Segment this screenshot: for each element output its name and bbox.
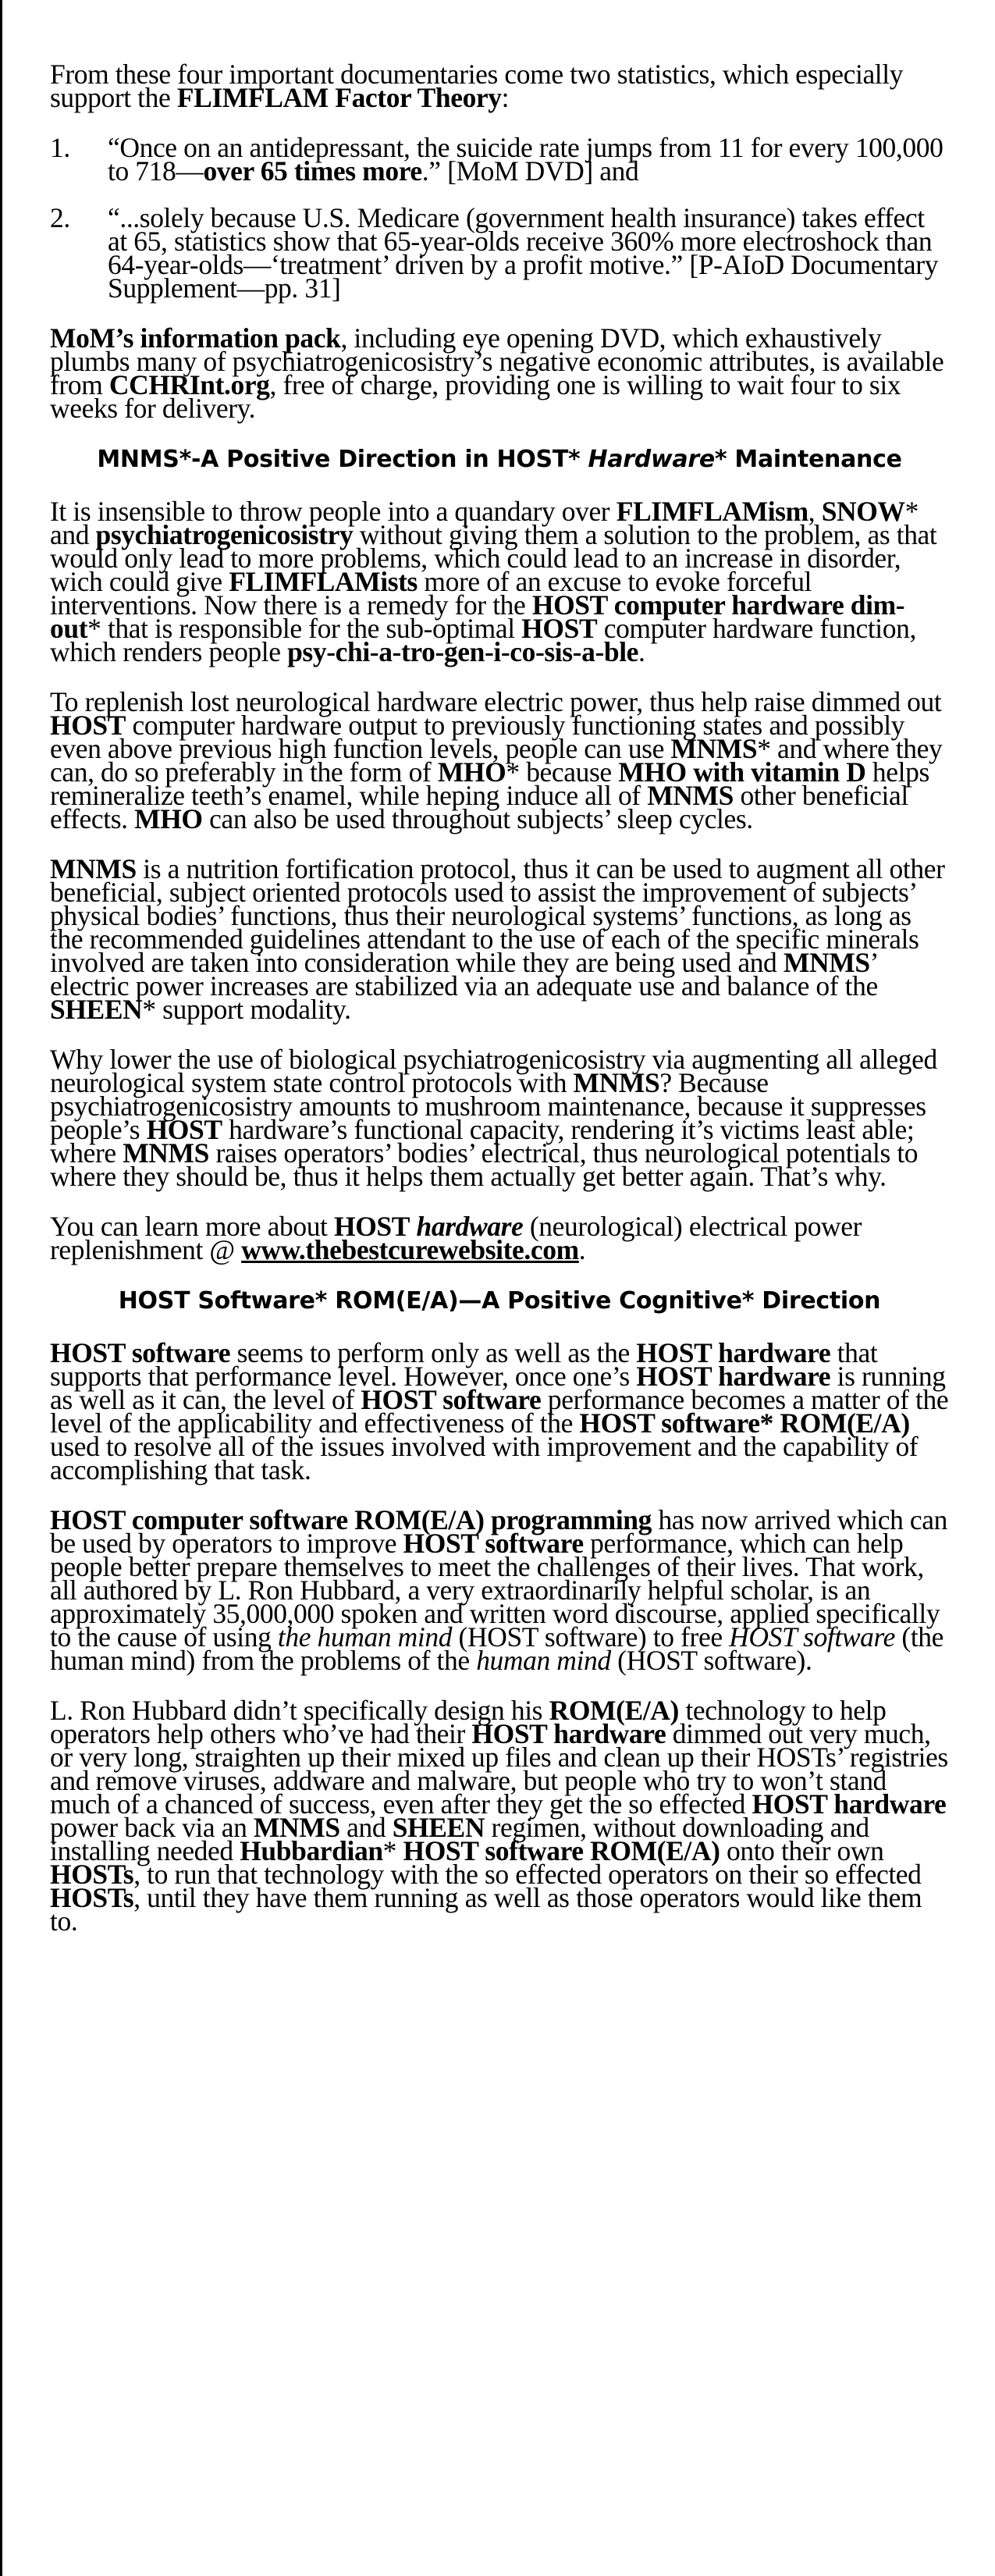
paragraph-hubbard (50, 1695, 949, 1937)
list-item (50, 202, 949, 304)
bold-term: HOST software* ROM(E/A) (579, 1407, 910, 1439)
text: (HOST software) to free (452, 1621, 730, 1653)
bold-term: HOST software ROM(E/A) (403, 1835, 720, 1866)
list-text (108, 132, 949, 187)
text: You can learn more about (50, 1211, 334, 1242)
text: To replenish lost neurological hardware electric power, thus help raise dimmed out (50, 686, 942, 717)
text: technology to help operators help others who’ve had their (50, 1695, 887, 1749)
bold-term: MHO with vitamin D (618, 756, 866, 788)
bold-term: HOST software (361, 1384, 542, 1415)
italic-term: the human mind (277, 1621, 453, 1653)
italic-term: HOST software (729, 1621, 895, 1653)
bold-term: CCHRInt.org (108, 369, 270, 400)
paragraph-mnms-protocol (50, 853, 949, 1025)
text: is running as well as it can, the level of (50, 1361, 946, 1415)
text: , to run that technology with the so effected operators on their so effected (133, 1859, 922, 1890)
text: used to resolve all of the issues involved with improvement and the capability of accomplishing that task. (50, 1431, 919, 1485)
text: , including eye opening DVD, which exhaustively plumbs many of psychiatrogenicosistry’s negative economic attributes, is available from (50, 322, 944, 400)
bold-term: HOST computer software ROM(E/A) programming (50, 1504, 652, 1535)
text: more of an excuse to evoke forceful interventions. Now there is a remedy for the (50, 566, 812, 621)
text: hardware’s functional capacity, rendering it’s victims least able; where (50, 1114, 915, 1169)
text: computer hardware output to previously functioning states and possibly even above previous high function levels, people can use (50, 710, 905, 764)
paragraph-why (50, 1044, 949, 1192)
text: .” [MoM DVD] and (421, 155, 639, 187)
bold-term: HOST hardware (636, 1337, 831, 1368)
text: “Once on an antidepressant, the suicide rate jumps from 11 for every 100,000 to 718— (108, 132, 943, 187)
paragraph-learn-more (50, 1211, 949, 1265)
text: (HOST software). (610, 1645, 812, 1676)
text: * that is responsible for the sub-optimal (87, 613, 522, 644)
text: computer hardware function, which renders people (50, 613, 916, 667)
bold-term: HOST software (403, 1528, 584, 1559)
bold-term: MNMS (670, 733, 758, 764)
text: * and (50, 496, 919, 550)
text: regimen, without downloading and installing needed (50, 1812, 869, 1866)
list-number: 1. (50, 132, 70, 163)
section-heading-mnms (50, 447, 949, 473)
text: * support modality. (142, 994, 351, 1025)
text: performance becomes a matter of the level of the applicability and effectiveness of the (50, 1384, 949, 1439)
text: that supports that performance level. However, once one’s (50, 1337, 878, 1392)
bold-term: FLIMFLAM Factor Theory (176, 82, 502, 113)
text: performance, which can help people better prepare themselves to meet the challenges of their lives. That work, all authored by L. Ron Hubbard, a very extraordinarily helpful scholar, is an approximately 35,000,000 spoken and written word discourse, applied specifically to the cause of using (50, 1528, 940, 1653)
bold-term: Hubbardian (240, 1835, 383, 1866)
text: is a nutrition fortification protocol, thus it can be used to augment all other beneficial, subject oriented protocols used to assist the improvement of subjects’ physical bodies’ functions, thus their neurological systems’ functions, as long as the recommended guidelines attendant to the use of each of the specific minerals involved are taken into consideration while they are being used and (50, 853, 945, 978)
paragraph-rom-programming (50, 1504, 949, 1676)
bold-term: over 65 times more (203, 155, 422, 187)
bold-term: HOST computer hardware dim-out (50, 589, 905, 644)
bold-term: MNMS (253, 1812, 340, 1843)
bold-term: FLIMFLAMists (229, 566, 418, 597)
intro-paragraph (50, 59, 949, 113)
text: dimmed out very much, or very long, straighten up their mixed up files and clean up their HOSTs’ registries and remove viruses, addware and malware, but people who try to won’t stand much of a chanced of success, even after they get the so effected (50, 1718, 948, 1820)
text: ’ electric power increases are stabilized via an adequate use and balance of the (50, 947, 878, 1002)
italic-term: human mind (476, 1645, 611, 1676)
text: From these four important documentaries come two statistics, which especially support the (50, 59, 904, 113)
bold-term: MNMS (783, 947, 870, 978)
bold-term: HOST hardware (636, 1361, 831, 1392)
bold-term: SHEEN (50, 994, 143, 1025)
text: * because (506, 756, 619, 788)
text: power back via an (50, 1812, 254, 1843)
bold-term: HOSTs (50, 1882, 134, 1913)
bold-term: HOST (50, 710, 126, 741)
page-left-border (0, 0, 2, 2576)
text: , free of charge, providing one is willing to wait four to six weeks for delivery. (50, 369, 901, 424)
bold-term: MNMS (647, 780, 734, 811)
italic-term: Hardware (588, 446, 715, 473)
text: * and where they can, do so preferably in the form of (50, 733, 943, 788)
text: , until they have them running as well as those operators would like them to. (50, 1882, 922, 1937)
bold-term: HOST (521, 613, 598, 644)
list-text: “...solely because U.S. Medicare (government health insurance) takes effect at 65, statistics show that 65-year-olds receive 360% more electroshock than 64-year-olds—‘treatment’ driven by a profit motive.” [P-AIoD Documentary Supplement—pp. 31] (108, 202, 939, 304)
text: raises operators’ bodies’ electrical, thus neurological potentials to where they should be, thus it helps them actually get better again. That’s why. (50, 1137, 919, 1192)
bold-term: MNMS (123, 1137, 209, 1169)
text: without giving them a solution to the problem, as that would only lead to more problems, which could lead to an increase in disorder, wich could give (50, 519, 937, 597)
text: (neurological) electrical power replenishment @ (50, 1211, 862, 1265)
list-item (50, 132, 949, 187)
bold-term: HOST (146, 1114, 222, 1145)
paragraph-host-software (50, 1337, 949, 1485)
text: ? Because psychiatrogenicosistry amounts to mushroom maintenance, because it suppresses people’s (50, 1067, 926, 1145)
bold-term: psy-chi-a-tro-gen-i-co-sis-a-ble (287, 636, 639, 667)
text: , (808, 496, 822, 527)
bold-term: HOST (333, 1211, 410, 1242)
text: can also be used throughout subjects’ sleep cycles. (202, 803, 753, 834)
bold-term: HOSTs (50, 1859, 134, 1890)
bold-italic-term: hardware (416, 1211, 524, 1242)
bold-term: SNOW (821, 496, 905, 527)
text: * Maintenance (714, 446, 902, 473)
mom-pack-paragraph (50, 322, 949, 424)
paragraph-remedy (50, 496, 949, 667)
bold-term: MNMS (573, 1067, 660, 1098)
statistics-list (50, 132, 949, 304)
bold-term: psychiatrogenicosistry (95, 519, 354, 550)
text: other beneficial effects. (50, 780, 908, 834)
bold-term: MNMS (50, 853, 137, 884)
text: L. Ron Hubbard didn’t specifically design his (50, 1695, 549, 1726)
bold-term: HOST hardware (471, 1718, 666, 1749)
text: helps remineralize teeth’s enamel, while heping induce all of (50, 756, 929, 811)
bold-term: HOST hardware (752, 1788, 947, 1820)
bold-term: ROM(E/A) (549, 1695, 679, 1726)
bold-term: MHO (437, 756, 506, 788)
text: and (339, 1812, 393, 1843)
text: MNMS*-A Positive Direction in HOST* (97, 446, 588, 473)
bold-term: MHO (134, 803, 203, 834)
text: (the human mind) from the problems of the (50, 1621, 944, 1676)
text: onto their own (720, 1835, 884, 1866)
text: seems to perform only as well as the (230, 1337, 637, 1368)
text: It is insensible to throw people into a quandary over (50, 496, 617, 527)
section-heading-host-software: HOST Software* ROM(E/A)—A Positive Cognitive* Direction (118, 1287, 881, 1315)
text: * (382, 1835, 403, 1866)
bold-term: SHEEN (392, 1812, 485, 1843)
document-page (50, 59, 949, 1959)
website-link[interactable]: www.thebestcurewebsite.com (241, 1234, 579, 1265)
list-number: 2. (50, 202, 70, 233)
text: . (578, 1234, 586, 1265)
text: . (638, 636, 645, 667)
paragraph-replenish (50, 686, 949, 834)
text: : (501, 82, 510, 113)
bold-term: MoM’s information pack (50, 322, 341, 354)
text: Why lower the use of biological psychiatrogenicosistry via augmenting all alleged neurological system state control protocols with (50, 1044, 937, 1098)
bold-term: HOST software (50, 1337, 231, 1368)
bold-term: FLIMFLAMism (616, 496, 808, 527)
text: has now arrived which can be used by operators to improve (50, 1504, 947, 1559)
